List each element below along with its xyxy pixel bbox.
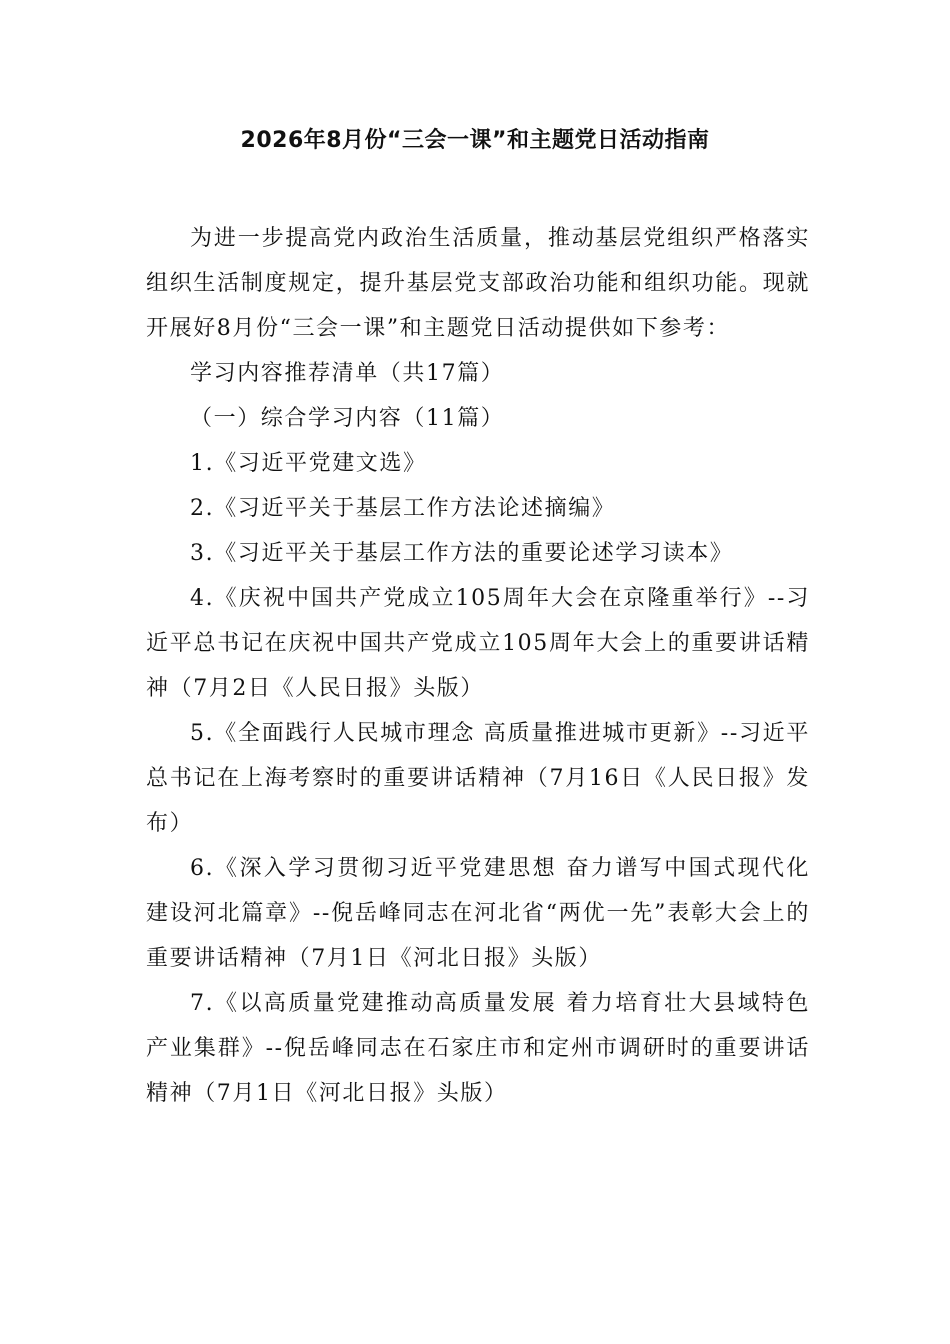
- document-title: 2026年8月份“三会一课”和主题党日活动指南: [240, 128, 710, 153]
- list-item: 7.《以高质量党建推动高质量发展 着力培育壮大县域特色产业集群》--倪岳峰同志在石家庄市和定州市调研时的重要讲话精神（7月1日《河北日报》头版）: [146, 991, 810, 1106]
- document-body: [146, 216, 810, 1116]
- list-item: 5.《全面践行人民城市理念 高质量推进城市更新》--习近平总书记在上海考察时的重要讲话精神（7月16日《人民日报》发布）: [146, 721, 810, 836]
- list-item: 2.《习近平关于基层工作方法论述摘编》: [190, 496, 616, 521]
- list-item: 1.《习近平党建文选》: [190, 451, 427, 476]
- list-heading: 学习内容推荐清单（共17篇）: [190, 361, 505, 386]
- list-item: 4.《庆祝中国共产党成立105周年大会在京隆重举行》--习近平总书记在庆祝中国共产党成立105周年大会上的重要讲话精神（7月2日《人民日报》头版）: [146, 586, 811, 701]
- list-item: 3.《习近平关于基层工作方法的重要论述学习读本》: [190, 541, 734, 566]
- list-item: 6.《深入学习贯彻习近平党建思想 奋力谱写中国式现代化建设河北篇章》--倪岳峰同志在河北省“两优一先”表彰大会上的重要讲话精神（7月1日《河北日报》头版）: [146, 856, 810, 971]
- section-heading: （一）综合学习内容（11篇）: [190, 406, 505, 431]
- intro-paragraph: 为进一步提高党内政治生活质量，推动基层党组织严格落实组织生活制度规定，提升基层党支部政治功能和组织功能。现就开展好8月份“三会一课”和主题党日活动提供如下参考：: [146, 226, 810, 341]
